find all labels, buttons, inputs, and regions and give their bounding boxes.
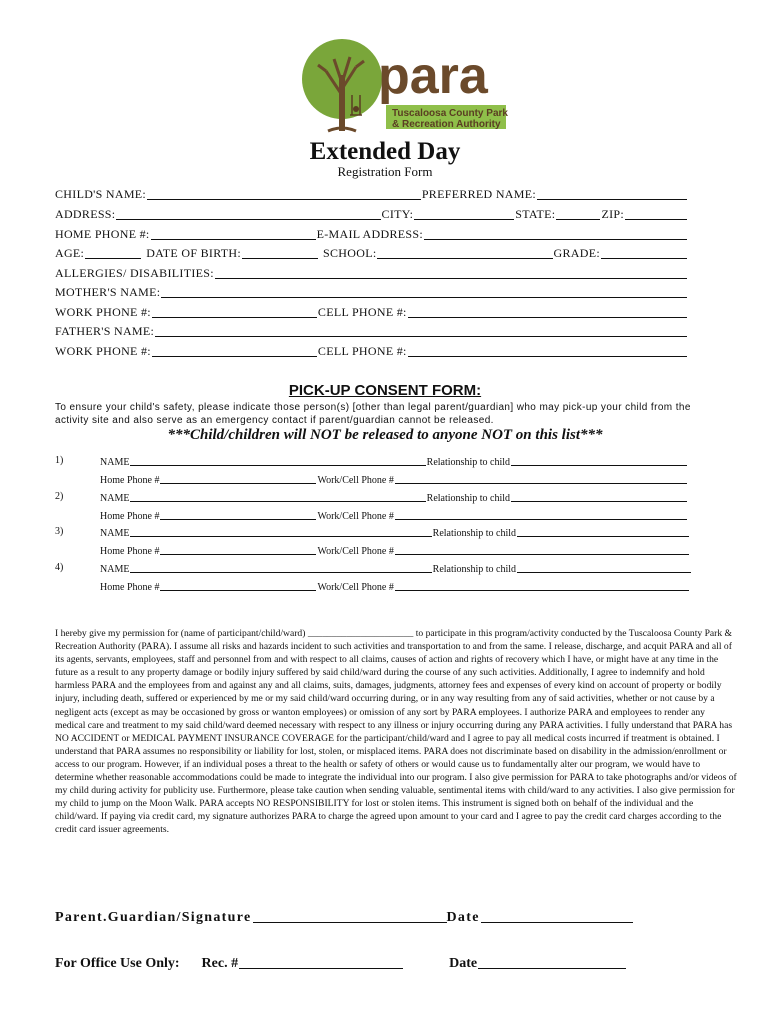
tree-icon — [302, 39, 382, 131]
work-cell-label: Work/Cell Phone # — [317, 546, 394, 557]
name-label: NAME — [100, 528, 130, 539]
pickup-4-name-row — [100, 561, 692, 575]
address-field[interactable] — [116, 218, 380, 220]
dob-label: DATE OF BIRTH: — [146, 246, 242, 260]
cell-phone-label: CELL PHONE #: — [317, 305, 407, 319]
name-label: NAME — [100, 564, 130, 575]
pickup-2-name-field[interactable] — [130, 500, 425, 502]
entry-number: 1) — [55, 455, 64, 466]
pickup-4-home-phone-field[interactable] — [160, 589, 316, 591]
pickup-4-relationship-field[interactable] — [517, 571, 691, 573]
row-address — [55, 206, 688, 222]
pickup-1-relationship-field[interactable] — [511, 464, 687, 466]
pickup-3-phone-row — [100, 543, 690, 557]
consent-intro: To ensure your child's safety, please indicate those person(s) [other than legal parent/guardian] who may pick-up your child from the activity site and also serve as an emergency contact if parent/guardian cannot be released. — [55, 402, 691, 426]
form-subtitle: Registration Form — [337, 164, 433, 179]
pickup-2-relationship-field[interactable] — [511, 500, 687, 502]
name-label: NAME — [100, 457, 130, 468]
pickup-1-work-phone-field[interactable] — [395, 482, 687, 484]
city-label: CITY: — [381, 207, 414, 221]
pickup-1-home-phone-field[interactable] — [160, 482, 316, 484]
home-phone-label: Home Phone # — [100, 582, 160, 593]
work-cell-label: Work/Cell Phone # — [317, 511, 394, 522]
row-child-name — [55, 186, 688, 202]
pickup-2-work-phone-field[interactable] — [395, 518, 687, 520]
entry-number: 3) — [55, 526, 64, 537]
father-cell-phone-field[interactable] — [408, 355, 687, 357]
work-cell-label: Work/Cell Phone # — [317, 475, 394, 486]
allergies-field[interactable] — [215, 277, 687, 279]
logo-line-1: Tuscaloosa County Park — [392, 108, 508, 119]
pickup-2-name-row — [100, 490, 688, 504]
mother-name-label: MOTHER'S NAME: — [55, 285, 161, 299]
pickup-2-home-phone-field[interactable] — [160, 518, 316, 520]
preferred-name-field[interactable] — [537, 198, 687, 200]
pickup-4-name-field[interactable] — [130, 571, 431, 573]
address-label: ADDRESS: — [55, 207, 116, 221]
row-mother — [55, 284, 688, 300]
cell-phone-label: CELL PHONE #: — [317, 344, 407, 358]
parent-signature-label: Parent.Guardian/Signature — [55, 910, 252, 925]
office-use-label: For Office Use Only: — [55, 956, 180, 971]
relationship-label: Relationship to child — [432, 528, 516, 539]
pickup-3-home-phone-field[interactable] — [160, 553, 316, 555]
age-label: AGE: — [55, 246, 85, 260]
row-allergies — [55, 265, 688, 281]
dob-field[interactable] — [242, 257, 318, 259]
home-phone-label: Home Phone # — [100, 475, 160, 486]
row-mother-phones — [55, 304, 688, 320]
allergies-label: ALLERGIES/ DISABILITIES: — [55, 266, 214, 280]
age-field[interactable] — [85, 257, 141, 259]
home-phone-label: HOME PHONE #: — [55, 227, 150, 241]
work-phone-label: WORK PHONE #: — [55, 344, 151, 358]
pickup-3-name-row — [100, 525, 690, 539]
pickup-3-name-field[interactable] — [130, 535, 431, 537]
row-father — [55, 323, 688, 339]
state-label: STATE: — [515, 207, 556, 221]
pickup-3-work-phone-field[interactable] — [395, 553, 689, 555]
signature-date-field[interactable] — [481, 921, 633, 923]
row-home-phone — [55, 226, 688, 242]
city-field[interactable] — [414, 218, 514, 220]
signature-date-label: Date — [446, 910, 480, 925]
school-field[interactable] — [377, 257, 552, 259]
mother-work-phone-field[interactable] — [152, 316, 317, 318]
office-date-field[interactable] — [478, 967, 626, 969]
relationship-label: Relationship to child — [426, 493, 510, 504]
row-father-phones — [55, 343, 688, 359]
consent-warning: ***Child/children will NOT be released to anyone NOT on this list*** — [167, 427, 603, 443]
consent-title: PICK-UP CONSENT FORM: — [288, 382, 482, 399]
pickup-4-phone-row — [100, 579, 690, 593]
pickup-1-phone-row — [100, 472, 688, 486]
father-work-phone-field[interactable] — [152, 355, 317, 357]
mother-name-field[interactable] — [161, 296, 687, 298]
school-label: SCHOOL: — [323, 246, 377, 260]
father-name-label: FATHER'S NAME: — [55, 324, 155, 338]
zip-field[interactable] — [625, 218, 687, 220]
pickup-2-phone-row — [100, 508, 688, 522]
father-name-field[interactable] — [155, 335, 687, 337]
pickup-3-relationship-field[interactable] — [517, 535, 689, 537]
home-phone-label: Home Phone # — [100, 546, 160, 557]
rec-number-label: Rec. # — [201, 956, 239, 971]
relationship-label: Relationship to child — [432, 564, 516, 575]
work-cell-label: Work/Cell Phone # — [317, 582, 394, 593]
grade-label: GRADE: — [553, 246, 600, 260]
email-field[interactable] — [424, 238, 687, 240]
pickup-1-name-field[interactable] — [130, 464, 425, 466]
child-name-label: CHILD'S NAME: — [55, 187, 147, 201]
form-title: Extended Day — [309, 138, 461, 165]
relationship-label: Relationship to child — [426, 457, 510, 468]
entry-number: 2) — [55, 491, 64, 502]
zip-label: ZIP: — [601, 207, 624, 221]
entry-number: 4) — [55, 562, 64, 573]
child-name-field[interactable] — [147, 198, 421, 200]
office-use-row — [55, 956, 626, 972]
mother-cell-phone-field[interactable] — [408, 316, 687, 318]
pickup-1-name-row — [100, 454, 688, 468]
logo-line-2: & Recreation Authority — [392, 119, 501, 130]
work-phone-label: WORK PHONE #: — [55, 305, 151, 319]
grade-field[interactable] — [601, 257, 687, 259]
email-label: E-MAIL ADDRESS: — [316, 227, 423, 241]
pickup-4-work-phone-field[interactable] — [395, 589, 689, 591]
signature-row — [55, 910, 633, 926]
parent-signature-field[interactable] — [253, 921, 447, 923]
state-field[interactable] — [556, 218, 600, 220]
preferred-name-label: PREFERRED NAME: — [421, 187, 536, 201]
row-age — [55, 245, 688, 261]
waiver-text: I hereby give my permission for (name of participant/child/ward) ______________________ to participate in this program/activity conducted by the Tuscaloosa County Park & Recreation Authority (PARA). I assume all risks and hazards incident to such activities and transportation to and from the same. I release, discharge, and acquit PARA and all of its agents, servants, employees, staff and personnel from and with respect to all claims, causes of action and rights of recovery which I have, or might have at any time in the future as a result to any property damage or bodily injury suffered by said child/ward during the course of any such activities. Additionally, I agree to indemnify and hold harmless PARA and the employees from and against any and all claims, suits, damages, judgments, attorney fees and expenses of every kind on account of property or bodily injury, including death, suffered or experienced by me or my said child/ward occurring during, or in any way resulting from any of said activities, whether or not cause by a negligent acts (except as may be occasioned by gross or wanton employees) or omission of any sort by PARA employees. I authorize PARA and employees to render any medical care and treatment to my said child/ward deemed necessary with respect to any illness or injury occurring during any PARA activities. I fully understand that PARA has NO ACCIDENT or MEDICAL PAYMENT INSURANCE COVERAGE for the participant/child/ward and I agree to pay all medical costs incurred if treatment is obtained. I understand that PARA assumes no responsibility or liability for lost, stolen, or misplaced items. PARA does not discriminate based on disability in the admission/enrollment or access to our program. However, if an individual poses a threat to the health or safety of others or would cause us to fundamentally alter our program, we would have to determine whether reasonable accommodations could be made to integrate the individual into our program. I also give permission for PARA to take photographs and/or videos of my child during activity for publicity use. Furthermore, please take caution when sending valuable, sentimental items with child/ward to any activities. I also give permission for my child to jump on the Moon Walk. PARA accepts NO RESPONSIBILITY for lost or stolen items. This instrument is signed both on behalf of the individual and the child/ward. If paying via credit card, my signature authorizes PARA to charge the agreed upon amount to your card and I agree to pay the credit card charges according to the credit card issuer agreements. — [55, 628, 737, 836]
para-logo — [290, 37, 515, 137]
home-phone-label: Home Phone # — [100, 511, 160, 522]
home-phone-field[interactable] — [151, 238, 316, 240]
office-date-label: Date — [449, 956, 478, 971]
rec-number-field[interactable] — [239, 967, 403, 969]
name-label: NAME — [100, 493, 130, 504]
logo-wordmark: para — [378, 47, 488, 105]
